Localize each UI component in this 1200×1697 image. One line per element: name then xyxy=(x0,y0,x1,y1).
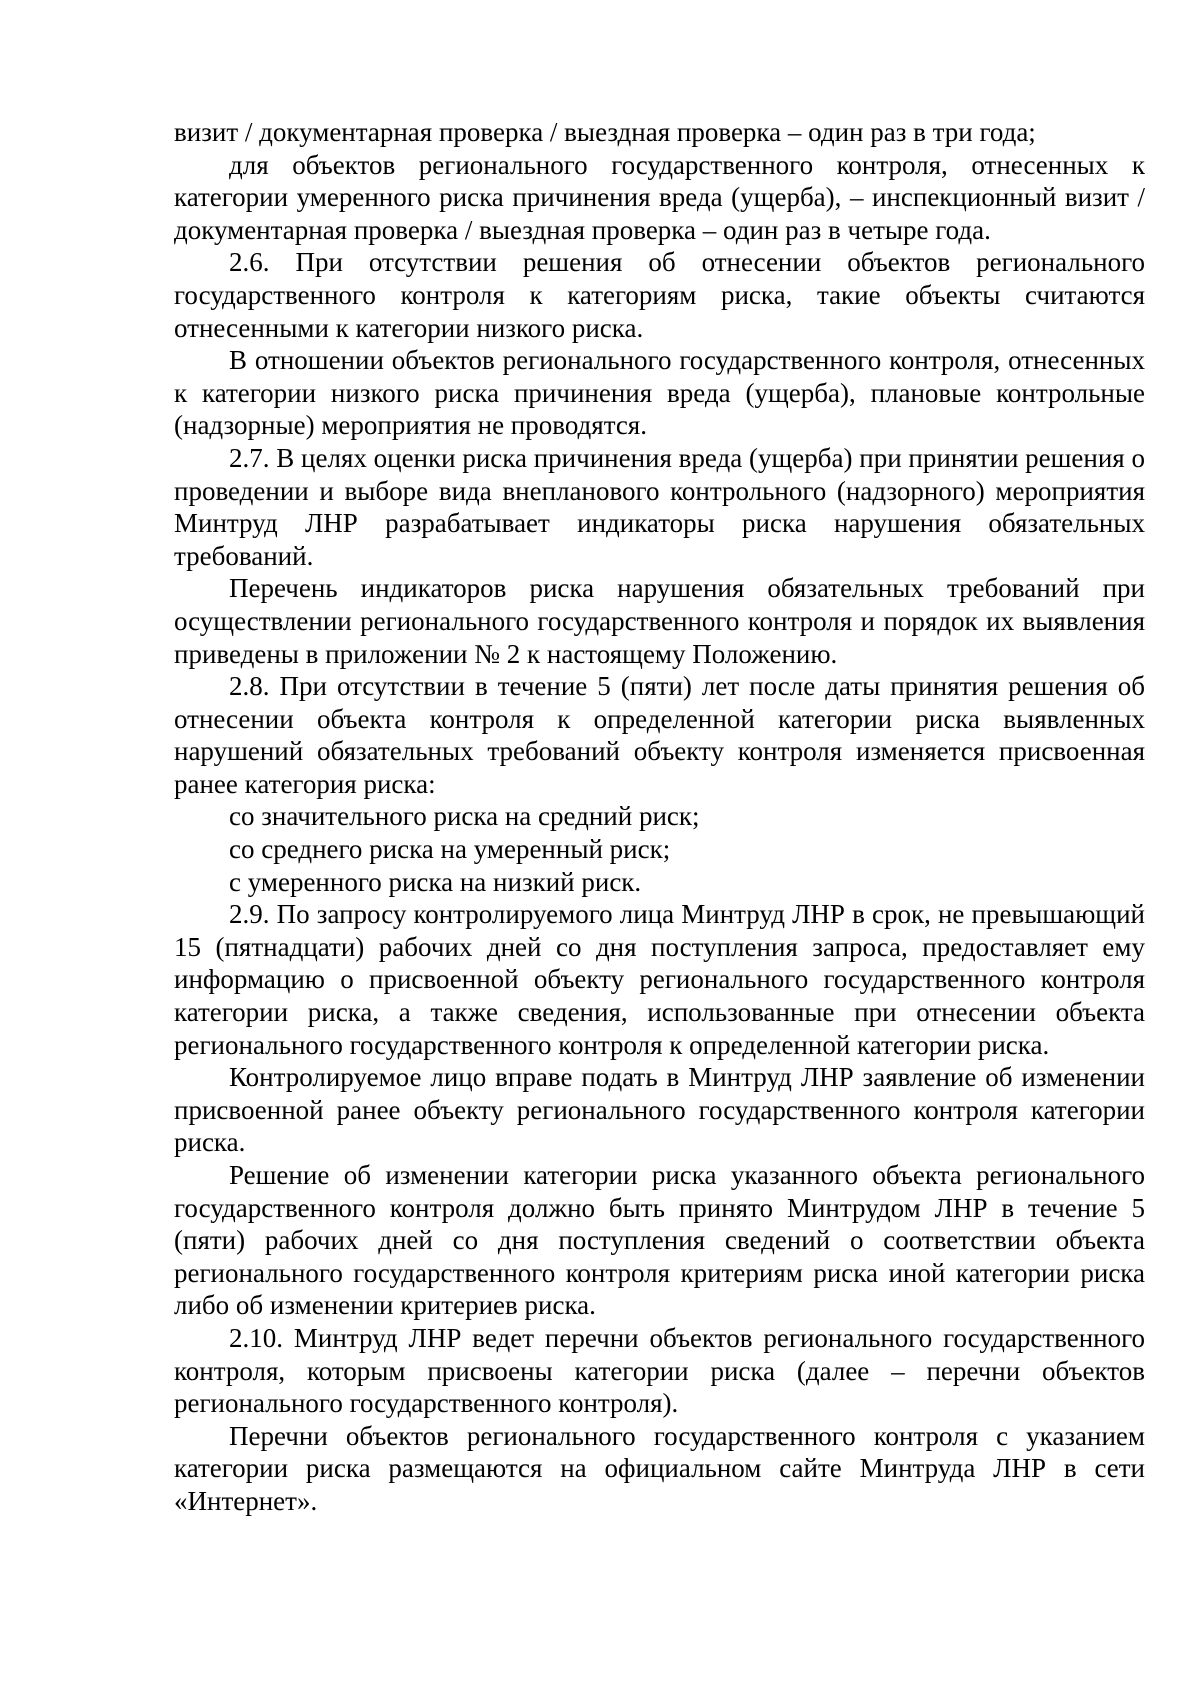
paragraph-2-9: 2.9. По запросу контролируемого лица Минтруд ЛНР в срок, не превышающий 15 (пятнадцати) рабочих дней со дня поступления запроса, предоставляет ему информацию о присвоенной объекту регионального государственного контроля категории риска, а также сведения, использованные при отнесении объекта регионального государственного контроля к определенной категории риска. xyxy=(174,899,1145,1060)
paragraph-2-10: 2.10. Минтруд ЛНР ведет перечни объектов регионального государственного контроля, которым присвоены категории риска (далее – перечни объектов регионального государственного контроля). xyxy=(174,1322,1145,1419)
list-item: со значительного риска на средний риск; xyxy=(229,801,700,832)
list-item: с умеренного риска на низкий риск. xyxy=(229,866,642,897)
list-item: со среднего риска на умеренный риск; xyxy=(229,834,671,865)
paragraph-low-risk: В отношении объектов регионального государственного контроля, отнесенных к категории низкого риска причинения вреда (ущерба), плановые контрольные (надзорные) мероприятия не проводятся. xyxy=(174,345,1145,441)
paragraph-publication: Перечни объектов регионального государственного контроля с указанием категории риска размещаются на официальном сайте Минтруда ЛНР в сети «Интернет». xyxy=(174,1420,1145,1516)
document-body xyxy=(174,116,1145,1518)
paragraph-2-7: 2.7. В целях оценки риска причинения вреда (ущерба) при принятии решения о проведении и выборе вида внепланового контрольного (надзорного) мероприятия Минтруд ЛНР разрабатывает индикаторы риска нарушения обязательных требований. xyxy=(174,442,1145,571)
paragraph-2-6: 2.6. При отсутствии решения об отнесении объектов регионального государственного контроля к категориям риска, такие объекты считаются отнесенными к категории низкого риска. xyxy=(174,247,1145,343)
paragraph-continuation: визит / документарная проверка / выездная проверка – один раз в три года; xyxy=(174,117,1036,147)
paragraph-moderate-risk: для объектов регионального государственного контроля, отнесенных к категории умеренного риска причинения вреда (ущерба), – инспекционный визит / документарная проверка / выездная проверка – один раз в четыре года. xyxy=(174,149,1145,245)
paragraph-risk-indicators-list: Перечень индикаторов риска нарушения обязательных требований при осуществлении регионального государственного контроля и порядок их выявления приведены в приложении № 2 к настоящему Положению. xyxy=(174,573,1145,669)
paragraph-application: Контролируемое лицо вправе подать в Минтруд ЛНР заявление об изменении присвоенной ранее объекту регионального государственного контроля категории риска. xyxy=(174,1062,1145,1158)
paragraph-decision: Решение об изменении категории риска указанного объекта регионального государственного контроля должно быть принято Минтрудом ЛНР в течение 5 (пяти) рабочих дней со дня поступления сведений о соответствии объекта регионального государственного контроля критериям риска иной категории риска либо об изменении критериев риска. xyxy=(174,1160,1145,1321)
paragraph-2-8: 2.8. При отсутствии в течение 5 (пяти) лет после даты принятия решения об отнесении объекта контроля к определенной категории риска выявленных нарушений обязательных требований объекту контроля изменяется присвоенная ранее категория риска: xyxy=(174,671,1145,799)
